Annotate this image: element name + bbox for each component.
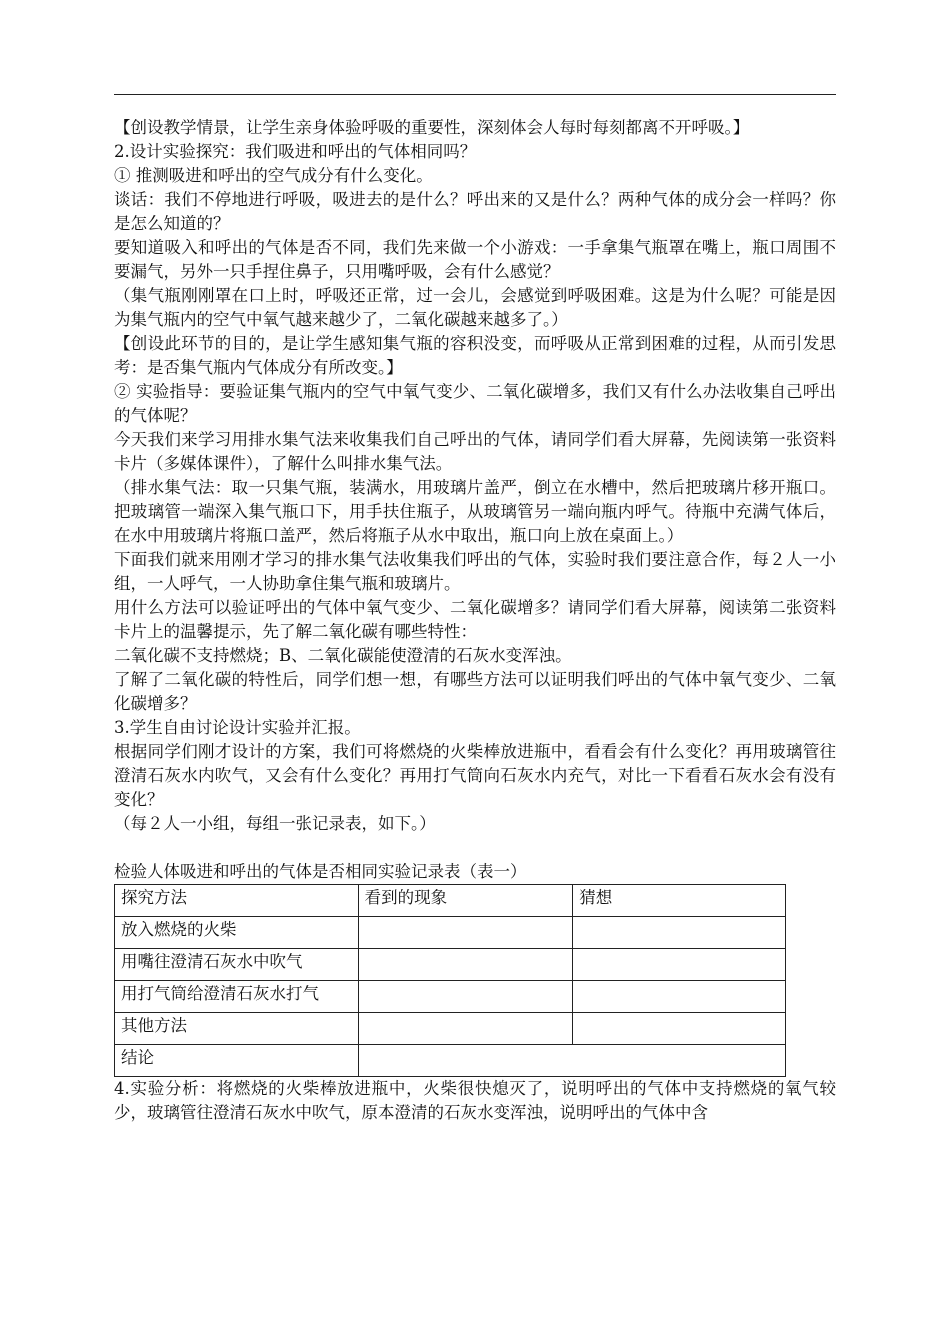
guess-cell	[573, 981, 786, 1013]
conclusion-cell	[358, 1045, 785, 1077]
document-body	[114, 116, 836, 1125]
paragraph: 二氧化碳不支持燃烧；B、二氧化碳能使澄清的石灰水变浑浊。	[114, 646, 572, 665]
phenomenon-cell	[358, 949, 573, 981]
paragraph: 4.实验分析：将燃烧的火柴棒放进瓶中，火柴很快熄灭了，说明呼出的气体中支持燃烧的氧气较少，玻璃管往澄清石灰水中吹气，原本澄清的石灰水变浑浊，说明呼出的气体中含	[114, 1079, 836, 1122]
table-caption: 检验人体吸进和呼出的气体是否相同实验记录表（表一）	[114, 862, 527, 881]
phenomenon-cell	[358, 1013, 573, 1045]
conclusion-label: 结论	[115, 1045, 359, 1077]
table-header-row	[115, 885, 786, 917]
method-cell: 放入燃烧的火柴	[115, 917, 359, 949]
phenomenon-cell	[358, 981, 573, 1013]
header-rule	[114, 94, 836, 95]
paragraph: 【创设此环节的目的，是让学生感知集气瓶的容积没变，而呼吸从正常到困难的过程，从而引发思考：是否集气瓶内气体成分有所改变。】	[114, 334, 836, 377]
method-cell: 用嘴往澄清石灰水中吹气	[115, 949, 359, 981]
paragraph: 谈话：我们不停地进行呼吸，吸进去的是什么？呼出来的又是什么？两种气体的成分会一样吗？你是怎么知道的？	[114, 190, 836, 233]
paragraph: 2.设计实验探究：我们吸进和呼出的气体相同吗？	[114, 142, 477, 161]
guess-cell	[573, 917, 786, 949]
table-header-cell: 探究方法	[115, 885, 359, 917]
method-cell: 用打气筒给澄清石灰水打气	[115, 981, 359, 1013]
paragraph: 下面我们就来用刚才学习的排水集气法收集我们呼出的气体，实验时我们要注意合作，每２人一小组，一人呼气，一人协助拿住集气瓶和玻璃片。	[114, 550, 836, 593]
guess-cell	[573, 949, 786, 981]
paragraph: ① 推测吸进和呼出的空气成分有什么变化。	[114, 166, 433, 185]
paragraph: 今天我们来学习用排水集气法来收集我们自己呼出的气体，请同学们看大屏幕，先阅读第一张资料卡片（多媒体课件），了解什么叫排水集气法。	[114, 430, 836, 473]
paragraph: 根据同学们刚才设计的方案，我们可将燃烧的火柴棒放进瓶中，看看会有什么变化？再用玻璃管往澄清石灰水内吹气，又会有什么变化？再用打气筒向石灰水内充气，对比一下看看石灰水会有没有变化？	[114, 742, 836, 809]
table-header-cell: 猜想	[573, 885, 786, 917]
table-row	[115, 949, 786, 981]
paragraph: 3.学生自由讨论设计实验并汇报。	[114, 718, 361, 737]
paragraph: 用什么方法可以验证呼出的气体中氧气变少、二氧化碳增多？请同学们看大屏幕，阅读第二张资料卡片上的温馨提示，先了解二氧化碳有哪些特性：	[114, 598, 836, 641]
table-row	[115, 981, 786, 1013]
table-row	[115, 917, 786, 949]
paragraph: 要知道吸入和呼出的气体是否不同，我们先来做一个小游戏：一手拿集气瓶罩在嘴上，瓶口周围不要漏气，另外一只手捏住鼻子，只用嘴呼吸，会有什么感觉？	[114, 238, 836, 281]
paragraph: （集气瓶刚刚罩在口上时，呼吸还正常，过一会儿，会感觉到呼吸困难。这是为什么呢？可能是因为集气瓶内的空气中氧气越来越少了，二氧化碳越来越多了。）	[114, 286, 836, 329]
paragraph: ② 实验指导：要验证集气瓶内的空气中氧气变少、二氧化碳增多，我们又有什么办法收集自己呼出的气体呢？	[114, 382, 836, 425]
table-row	[115, 1013, 786, 1045]
paragraph: 了解了二氧化碳的特性后，同学们想一想，有哪些方法可以证明我们呼出的气体中氧气变少、二氧化碳增多？	[114, 670, 836, 713]
paragraph: （每２人一小组，每组一张记录表，如下。）	[114, 814, 436, 833]
conclusion-row	[115, 1045, 786, 1077]
blank-line	[114, 836, 836, 860]
phenomenon-cell	[358, 917, 573, 949]
paragraph: 【创设教学情景，让学生亲身体验呼吸的重要性，深刻体会人每时每刻都离不开呼吸。】	[114, 118, 750, 137]
guess-cell	[573, 1013, 786, 1045]
paragraph: （排水集气法：取一只集气瓶，装满水，用玻璃片盖严，倒立在水槽中，然后把玻璃片移开瓶口。把玻璃管一端深入集气瓶口下，用手扶住瓶子，从玻璃管另一端向瓶内呼气。待瓶中充满气体后，在水中用玻璃片将瓶口盖严，然后将瓶子从水中取出，瓶口向上放在桌面上。）	[114, 478, 836, 545]
record-table	[114, 884, 786, 1077]
table-header-cell: 看到的现象	[358, 885, 573, 917]
method-cell: 其他方法	[115, 1013, 359, 1045]
